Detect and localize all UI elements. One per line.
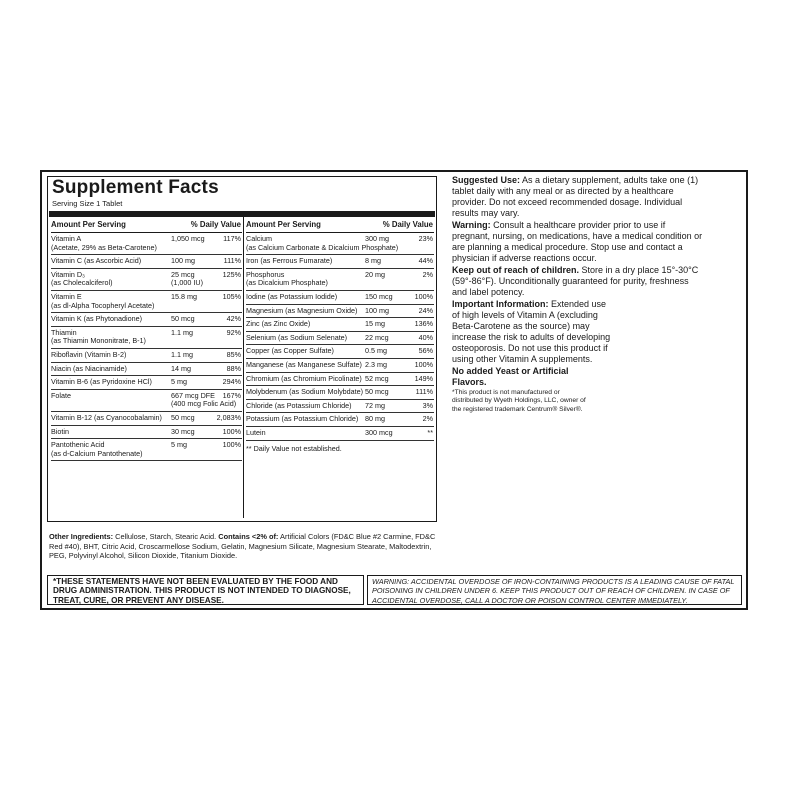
nutrient-daily-value: 117% xyxy=(223,234,241,243)
nutrient-name xyxy=(51,441,143,458)
nutrient-name-line: Manganese (as Manganese Sulfate) xyxy=(246,359,362,369)
nutrient-amount-line: 50 mcg xyxy=(365,387,389,397)
nutrient-row xyxy=(246,400,434,414)
nutrient-name xyxy=(246,375,362,384)
warning-text: Consult a healthcare provider prior to use if pregnant, nursing, on medications, have a medical condition or are planning a medical procedure. Stop use and contact a physician if adverse reactions occur. xyxy=(452,220,703,263)
nutrient-amount-line: 14 mg xyxy=(171,363,191,373)
serving-size: Serving Size 1 Tablet xyxy=(52,199,123,208)
nutrient-row xyxy=(246,359,434,373)
nutrient-row xyxy=(51,426,242,440)
nutrient-name-line: Iron (as Ferrous Fumarate) xyxy=(246,256,333,266)
nutrient-row xyxy=(246,305,434,319)
nutrient-row xyxy=(51,349,242,363)
nutrient-name xyxy=(246,429,266,438)
nutrient-amount xyxy=(171,378,187,387)
nutrient-amount xyxy=(171,414,195,423)
fda-disclaimer: *THESE STATEMENTS HAVE NOT BEEN EVALUATED BY THE FOOD AND DRUG ADMINISTRATION. THIS PRODUCT IS NOT INTENDED TO DIAGNOSE, TREAT, CURE, OR PREVENT ANY DISEASE. xyxy=(47,575,364,605)
nutrient-amount xyxy=(365,429,393,438)
facts-column-right xyxy=(246,219,434,453)
nutrient-amount-line: 72 mg xyxy=(365,400,385,410)
suggested-use-label: Suggested Use: xyxy=(452,175,521,185)
nutrient-name-line: Vitamin A xyxy=(51,234,82,243)
nutrient-name-line: Pantothenic Acid xyxy=(51,440,105,450)
nutrient-name-line: Folate xyxy=(51,390,71,400)
nutrient-amount-line: 52 mcg xyxy=(365,373,389,383)
nutrient-amount-line: 8 mg xyxy=(365,256,381,266)
directions-panel xyxy=(452,175,704,415)
column-header xyxy=(246,219,434,233)
column-header xyxy=(51,219,242,233)
nutrient-amount xyxy=(171,257,195,266)
nutrient-name xyxy=(246,347,334,356)
nutrient-name xyxy=(246,271,328,288)
nutrient-daily-value: 100% xyxy=(414,359,433,369)
nutrient-name-line: Vitamin B-12 (as Cyanocobalamin) xyxy=(51,412,162,422)
nutrient-amount xyxy=(365,293,393,302)
nutrient-name-line: (as Cholecalciferol) xyxy=(51,278,113,288)
nutrient-daily-value: 56% xyxy=(418,346,433,356)
nutrient-name-line: Thiamin xyxy=(51,327,77,337)
nutrient-amount-line: 5 mg xyxy=(171,440,187,450)
daily-value-footnote: ** Daily Value not established. xyxy=(246,443,342,453)
nutrient-row xyxy=(246,255,434,269)
nutrient-name-line: Iodine (as Potassium Iodide) xyxy=(246,291,338,301)
nutrient-amount-line: 667 mcg DFE xyxy=(171,390,215,400)
nutrient-amount-line: 50 mcg xyxy=(171,314,195,324)
important-information xyxy=(452,299,612,365)
no-added-statement: No added Yeast or Artificial Flavors. xyxy=(452,366,569,387)
nutrient-name-line: Vitamin E xyxy=(51,291,82,301)
nutrient-row xyxy=(246,318,434,332)
nutrient-amount-line: 80 mg xyxy=(365,414,385,424)
nutrient-amount xyxy=(171,271,203,288)
nutrient-row xyxy=(51,327,242,349)
nutrient-daily-value: 100% xyxy=(222,440,241,450)
nutrient-name-line: (as d-Calcium Pantothenate) xyxy=(51,448,143,458)
nutrient-name xyxy=(246,307,357,316)
nutrient-amount xyxy=(171,351,193,360)
nutrient-daily-value: 294% xyxy=(222,377,241,387)
nutrient-amount-line: 150 mcg xyxy=(365,291,393,301)
keep-out-label: Keep out of reach of children. xyxy=(452,265,580,275)
nutrient-amount xyxy=(171,428,195,437)
header-daily-value: % Daily Value xyxy=(190,220,241,229)
nutrient-name xyxy=(51,329,146,346)
nutrient-name-line: Chromium (as Chromium Picolinate) xyxy=(246,373,362,383)
nutrient-amount-line: 1.1 mg xyxy=(171,327,193,337)
nutrient-name-line: Vitamin B-6 (as Pyridoxine HCl) xyxy=(51,377,152,387)
nutrient-amount-line: (400 mcg Folic Acid) xyxy=(171,399,237,409)
nutrient-name-line: Zinc (as Zinc Oxide) xyxy=(246,319,311,329)
nutrient-name xyxy=(51,392,71,401)
nutrient-row xyxy=(51,233,242,255)
nutrient-amount xyxy=(365,235,389,244)
nutrient-name xyxy=(246,334,347,343)
nutrient-name xyxy=(51,378,152,387)
nutrient-daily-value: 105% xyxy=(222,291,241,301)
storage-text: Store in a dry place 15°-30°C (59°-86°F). Unconditionally guaranteed for purity, freshness and label potency. xyxy=(452,265,699,297)
nutrient-amount-line: 22 mcg xyxy=(365,332,389,342)
iron-warning: WARNING: ACCIDENTAL OVERDOSE OF IRON-CONTAINING PRODUCTS IS A LEADING CAUSE OF FATAL POISONING IN CHILDREN UNDER 6. KEEP THIS PRODUCT OUT OF REACH OF CHILDREN. IN CASE OF ACCIDENTAL OVERDOSE, CALL A DOCTOR OR POISON CONTROL CENTER IMMEDIATELY. xyxy=(367,575,742,605)
nutrient-name xyxy=(51,428,69,437)
nutrient-daily-value: 23% xyxy=(418,234,433,243)
nutrient-daily-value: 111% xyxy=(415,387,433,397)
column-divider xyxy=(243,217,244,518)
nutrient-amount xyxy=(171,293,197,302)
warning xyxy=(452,220,704,264)
nutrient-row xyxy=(246,413,434,427)
nutrient-name-line: Copper (as Copper Sulfate) xyxy=(246,346,334,356)
nutrient-amount-line: 0.5 mg xyxy=(365,346,387,356)
nutrient-daily-value: 2,083% xyxy=(216,412,241,422)
nutrient-row xyxy=(246,332,434,346)
nutrient-row xyxy=(51,363,242,377)
nutrient-daily-value: 85% xyxy=(226,349,241,359)
nutrient-amount-line: 20 mg xyxy=(365,269,385,279)
nutrient-amount xyxy=(365,361,387,370)
nutrient-daily-value: 24% xyxy=(418,305,433,315)
other-ingredients-label: Other Ingredients: xyxy=(49,532,114,541)
important-text: Extended use of high levels of Vitamin A (excluding Beta-Carotene as the source) may increase the risk to adults of developing osteoporosis. Do not use this product if using other Vitamin A supplements. xyxy=(452,299,611,364)
nutrient-daily-value: 88% xyxy=(226,363,241,373)
nutrient-amount xyxy=(171,235,205,244)
nutrient-name xyxy=(246,388,363,397)
supplement-facts-title: Supplement Facts xyxy=(52,177,219,198)
nutrient-name-line: Potassium (as Potassium Chloride) xyxy=(246,414,359,424)
nutrient-name-line: (as Thiamin Mononitrate, B-1) xyxy=(51,336,146,346)
nutrient-name xyxy=(246,293,337,302)
thick-rule xyxy=(49,211,435,217)
nutrient-daily-value: 100% xyxy=(414,291,433,301)
nutrient-row xyxy=(246,427,434,441)
nutrient-amount xyxy=(365,334,389,343)
nutrient-name xyxy=(246,257,332,266)
nutrient-name-line: Riboflavin (Vitamin B-2) xyxy=(51,349,127,359)
nutrient-name-line: Selenium (as Sodium Selenate) xyxy=(246,332,348,342)
nutrient-name-line: (as Calcium Carbonate & Dicalcium Phosphate) xyxy=(246,242,399,252)
nutrient-amount xyxy=(365,271,385,280)
nutrient-row xyxy=(51,412,242,426)
trademark-note: *This product is not manufactured or distributed by Wyeth Holdings, LLC, owner of the registered trademark Centrum® Silver®. xyxy=(452,389,586,413)
nutrient-name-line: Molybdenum (as Sodium Molybdate) xyxy=(246,387,364,397)
contains-label: Contains <2% of: xyxy=(218,532,279,541)
nutrient-row xyxy=(51,269,242,291)
facts-column-left xyxy=(51,219,242,461)
nutrient-name xyxy=(51,257,141,266)
nutrient-name xyxy=(246,320,310,329)
nutrient-name xyxy=(51,271,113,288)
nutrient-row xyxy=(51,439,242,461)
nutrient-row xyxy=(51,291,242,313)
nutrient-name-line: Vitamin D₃ xyxy=(51,269,85,279)
nutrient-name xyxy=(51,293,154,310)
nutrient-name xyxy=(51,315,142,324)
other-ingredients-text: Cellulose, Starch, Stearic Acid. xyxy=(113,532,219,541)
nutrient-amount-line: 300 mcg xyxy=(365,427,393,437)
nutrient-daily-value: 149% xyxy=(414,373,433,383)
nutrient-daily-value: 125% xyxy=(222,269,241,279)
header-daily-value: % Daily Value xyxy=(382,220,433,229)
nutrient-row xyxy=(246,291,434,305)
nutrient-name-line: Magnesium (as Magnesium Oxide) xyxy=(246,305,358,315)
nutrient-name xyxy=(51,414,162,423)
nutrient-daily-value: 92% xyxy=(226,327,241,337)
nutrient-name-line: Chloride (as Potassium Chloride) xyxy=(246,400,352,410)
nutrient-name xyxy=(51,351,126,360)
nutrient-amount xyxy=(365,402,385,411)
nutrient-amount xyxy=(365,320,385,329)
nutrient-name xyxy=(51,235,157,252)
nutrient-name-line: (as dl-Alpha Tocopheryl Acetate) xyxy=(51,300,155,310)
nutrient-amount xyxy=(365,415,385,424)
nutrient-amount-line: 1.1 mg xyxy=(171,349,193,359)
nutrient-name-line: (as Dicalcium Phosphate) xyxy=(246,278,328,288)
nutrient-name-line: Niacin (as Niacinamide) xyxy=(51,363,127,373)
header-amount: Amount Per Serving xyxy=(51,220,126,229)
nutrient-name xyxy=(246,402,351,411)
nutrient-name-line: Biotin xyxy=(51,426,69,436)
suggested-use xyxy=(452,175,704,219)
nutrient-row xyxy=(51,255,242,269)
important-label: Important Information: xyxy=(452,299,549,309)
nutrient-amount xyxy=(365,388,389,397)
nutrient-amount-line: 300 mg xyxy=(365,234,389,243)
nutrient-amount-line: 100 mg xyxy=(365,305,389,315)
nutrient-amount-line: 15 mg xyxy=(365,319,385,329)
nutrient-amount-line: 30 mcg xyxy=(171,426,195,436)
nutrient-name xyxy=(246,415,358,424)
nutrient-daily-value: 2% xyxy=(422,269,433,279)
warning-label: Warning: xyxy=(452,220,491,230)
nutrient-name-line: Lutein xyxy=(246,427,266,437)
nutrient-daily-value: 40% xyxy=(418,332,433,342)
nutrient-amount-line: 1,050 mcg xyxy=(171,234,205,243)
nutrient-daily-value: 100% xyxy=(222,426,241,436)
nutrient-amount-line: 50 mcg xyxy=(171,412,195,422)
nutrient-name xyxy=(246,361,362,370)
nutrient-daily-value: 136% xyxy=(414,319,433,329)
nutrient-row xyxy=(246,373,434,387)
nutrient-row xyxy=(51,390,242,412)
nutrient-name-line: Vitamin K (as Phytonadione) xyxy=(51,314,142,324)
nutrient-name-line: Calcium xyxy=(246,234,272,243)
nutrient-amount-line: 2.3 mg xyxy=(365,359,387,369)
nutrient-row xyxy=(51,313,242,327)
nutrient-name-line: (Acetate, 29% as Beta-Carotene) xyxy=(51,242,157,252)
storage xyxy=(452,265,704,298)
suggested-use-text: As a dietary supplement, adults take one (1) tablet daily with any meal or as directed by a healthcare provider. Do not exceed recommended dosage. Individual results may vary. xyxy=(452,175,699,218)
nutrient-amount-line: (1,000 IU) xyxy=(171,278,203,288)
nutrient-amount xyxy=(171,329,193,338)
nutrient-daily-value: ** xyxy=(427,427,433,437)
nutrient-amount-line: 100 mg xyxy=(171,256,195,266)
nutrient-name xyxy=(51,365,127,374)
nutrient-daily-value: 2% xyxy=(422,414,433,424)
nutrient-name-line: Vitamin C (as Ascorbic Acid) xyxy=(51,256,142,266)
header-amount: Amount Per Serving xyxy=(246,220,321,229)
nutrient-row xyxy=(246,345,434,359)
nutrient-amount xyxy=(171,315,195,324)
nutrient-amount xyxy=(365,257,381,266)
contains-text: Artificial Colors (FD&C Blue #2 Carmine, FD&C Red #40), BHT, Citric Acid, Croscarmellose Sodium, Gelatin, Magnesium Silicate, Magnesium Stearate, Maltodextrin, PEG, Polyvinyl Alcohol, Silicon Dioxide, Titanium Dioxide. xyxy=(49,532,436,561)
nutrient-daily-value: 3% xyxy=(422,400,433,410)
nutrient-amount xyxy=(365,375,389,384)
nutrient-row xyxy=(246,269,434,291)
nutrient-daily-value: 44% xyxy=(418,256,433,266)
nutrient-row xyxy=(246,233,434,255)
nutrient-amount xyxy=(171,365,191,374)
nutrient-amount xyxy=(171,441,187,450)
nutrient-row xyxy=(246,386,434,400)
nutrient-row xyxy=(51,376,242,390)
nutrient-amount-line: 5 mg xyxy=(171,377,187,387)
nutrient-daily-value: 42% xyxy=(226,314,241,324)
nutrient-daily-value: 111% xyxy=(223,256,241,266)
nutrient-amount-line: 25 mcg xyxy=(171,269,195,279)
nutrient-daily-value: 167% xyxy=(222,390,241,400)
nutrient-amount xyxy=(365,347,387,356)
nutrient-amount xyxy=(365,307,389,316)
nutrient-name-line: Phosphorus xyxy=(246,269,285,279)
nutrient-amount-line: 15.8 mg xyxy=(171,291,197,301)
other-ingredients xyxy=(49,532,439,561)
